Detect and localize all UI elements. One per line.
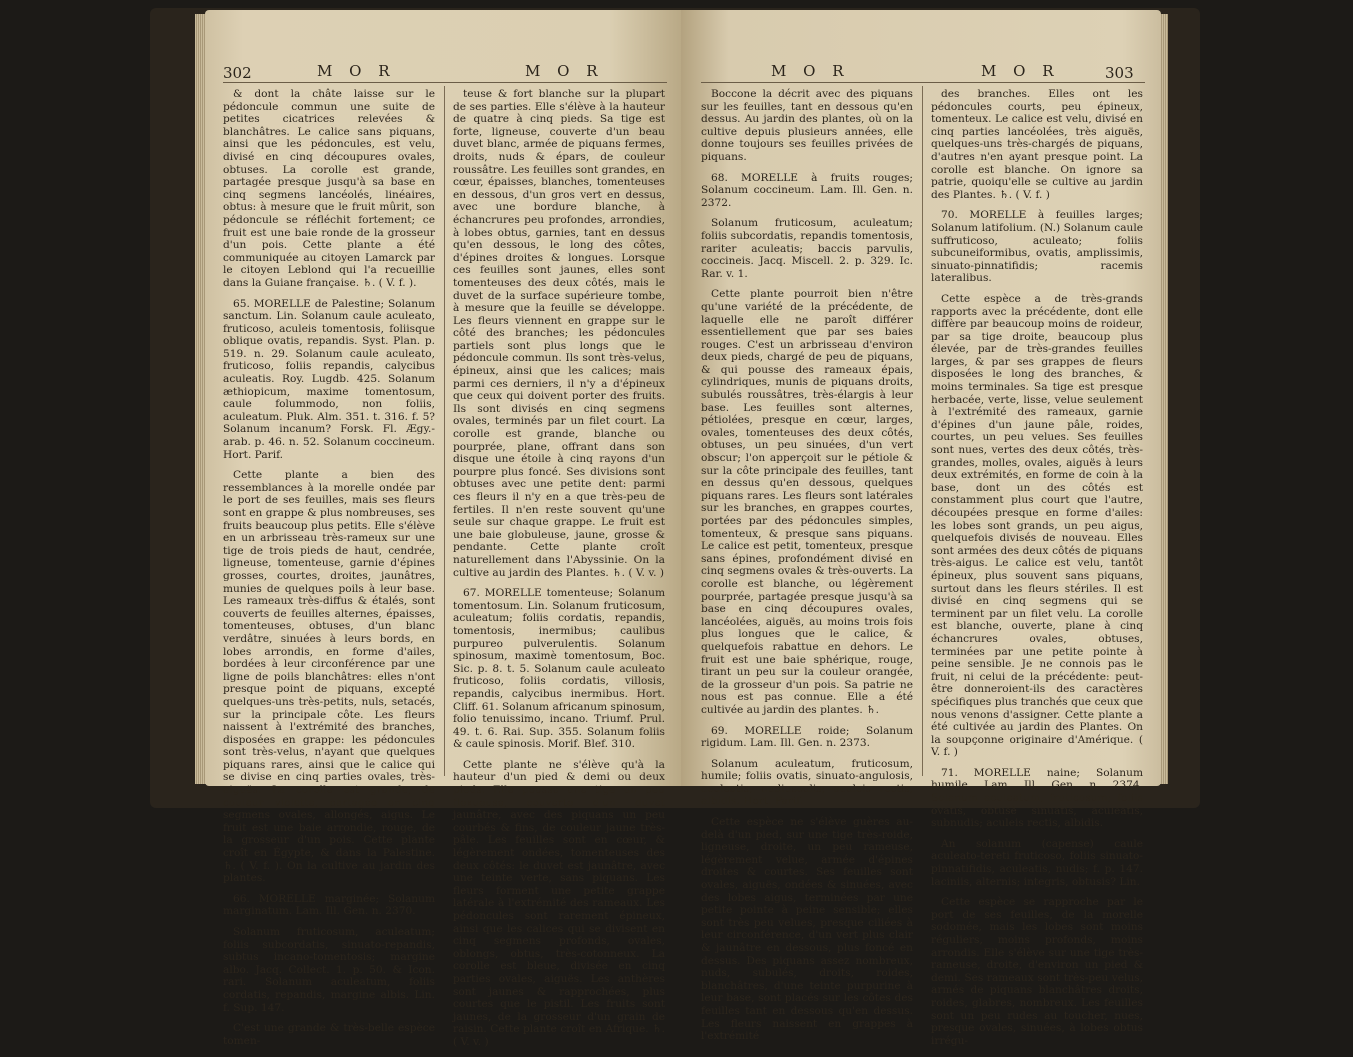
entry-69: 69. MORELLE roide; Solanum rigidum. Lam. Ill. Gen. n. 2373. [701, 724, 913, 750]
paragraph: & dont la châte laisse sur le pédoncule commun une suite de petites cicatrices relevées & blanchâtres. Le calice sans piquans, ainsi que les pédoncules, est velu, divisé en cinq découpures ovales, obtuses. La corolle est grande, partagée presque jusqu'à sa base en cinq segmens lancéolés, linéaires, obtus: à mesure que le fruit mûrit, son pédoncule se réfléchit fortement; ce fruit est une baie ronde de la grosseur d'un pois. Cette plante a été communiquée au citoyen Lamarck par le citoyen Leblond qui l'a recueillie dans la Guiane française. ♄. ( V. f. ). [223, 88, 435, 289]
paragraph: Cette espèce ne s'élève guères au-delà d'un pied, sur une tige très-roide, ligneuse, droite, un peu rameuse, légèrement velue, armée d'épines droites & courtes. Ses feuilles sont ovales, aiguës, ondées & sinuées, avec des lobes aigus, terminées par une petite pointe à peine sensible; elles sont très peu velues, presque ciliées à leur circonférence, d'un vert plus clair & jaunâtre en dessous, plus foncé en dessus. Des piquans assez nombreux, nuds, subulés, droits, roides, blanchâtres, d'une teinte purpurine à leur base, sont placés sur les côtes des feuilles tant en dessous qu'en dessus. Les fleurs naissent en grappes à l'extrémité [701, 816, 913, 1043]
paragraph: teuse & fort blanche sur la plupart de ses parties. Elle s'élève à la hauteur de quatre à cinq pieds. Sa tige est forte, ligneuse, couverte d'un beau duvet blanc, armée de piquans fermes, droits, nuds & épars, de couleur roussâtre. Les feuilles sont grandes, en cœur, épaisses, blanches, tomenteuses en dessous, d'un gros vert en dessus, avec une bordure blanche, à échancrures peu profondes, arrondies, à lobes obtus, garnies, tant en dessus qu'en dessous, le long des côtes, d'épines droites & longues. Lorsque ces feuilles sont jaunes, elles sont tomenteuses des deux côtés, mais le duvet de la surface supérieure tombe, à mesure que la feuille se développe. Les fleurs viennent en grappe sur le côté des branches; les pédoncules partiels sont plus longs que le pédoncule commun. Ils sont très-velus, épineux, ainsi que les calices; mais parmi ces derniers, il n'y a d'épineux que ceux qui doivent porter des fruits. Ils sont divisés en cinq segmens ovales, terminés par un filet court. La corolle est grande, blanche ou pourprée, plane, offrant dans son disque une étoile à cinq rayons d'un pourpre plus foncé. Ses divisions sont obtuses avec une petite dent: parmi ces fleurs il n'y en a que très-peu de fertiles. Il n'en reste souvent qu'une seule sur chaque grappe. Le fruit est une baie globuleuse, jaune, grosse & pendante. Cette plante croît naturellement dans l'Abyssinie. On la cultive au jardin des Plantes. ♄. ( V. v. ) [453, 88, 665, 579]
left-column-1 [223, 88, 435, 1055]
entry-67: 67. MORELLE tomenteuse; Solanum tomentosum. Lin. Solanum fruticosum, aculeatum; foliis cordatis, repandis, tomentosis, inermibus; caulibus purpureo pulverulentis. Solanum spinosum, maximè tomentosum, Boc. Sic. p. 8. t. 5. Solanum caule aculeato fruticoso, foliis cordatis, villosis, repandis, calycibus inermibus. Hort. Cliff. 61. Solanum africanum spinosum, folio tenuissimo, incano. Triumf. Prul. 49. t. 6. Rai. Sup. 355. Solanum foliis & caule spinosis. Morif. Blef. 310. [453, 587, 665, 751]
entry-66: 66. MORELLE marginée; Solanum marginatum. Lam. Ill. Gen. n. 2370. [223, 892, 435, 918]
paragraph: C'est une grande & très-belle espèce tomen- [223, 1022, 435, 1047]
paragraph: Cette espèce a de très-grands rapports avec la précédente, dont elle diffère par beaucoup moins de roideur, par sa tige droite, beaucoup plus élevée, par de très-grandes feuilles larges, & par ses grappes de fleurs disposées le long des branches, & moins terminales. Sa tige est presque herbacée, verte, lisse, velue seulement à l'extrémité des rameaux, garnie d'épines d'un jaune pâle, roides, courtes, un peu velues. Ses feuilles sont nues, vertes des deux côtés, très-grandes, molles, ovales, aiguës à leurs deux extrémités, en forme de coin à la base, dont un des côtés est constamment plus court que l'autre, découpées presque en forme d'ailes: les lobes sont grands, un peu aigus, quelquefois divisés de nouveau. Elles sont armées des deux côtés de piquans très-aigus. Le calice est velu, tantôt épineux, plus souvent sans piquans, surtout dans les fleurs stériles. Il est divisé en cinq segmens qui se terminent par un filet velu. La corolle est blanche, ouverte, plane à cinq échancrures ovales, obtuses, terminées par une petite pointe à peine sensible. Je ne connois pas le fruit, ni celui de la précédente: peut-être donneroient-ils des caractères spécifiques plus tranchés que ceux que nous venons d'assigner. Cette plante a été cultivée au jardin des Plantes. On la soupçonne originaire d'Amérique. ( V. f. ) [931, 292, 1143, 759]
entry-65: 65. MORELLE de Palestine; Solanum sanctum. Lin. Solanum caule aculeato, fruticoso, aculeis tomentosis, foliisque oblique ovatis, repandis. Syst. Plan. p. 519. n. 29. Solanum caule aculeato, fruticoso, foliis repandis, calycibus aculeatis. Roy. Lugdb. 425. Solanum æthiopicum, maxime tomentosum, caule folummodo, non foliis, aculeatum. Pluk. Alm. 351. t. 316. f. 5? Solanum incanum? Forsk. Fl. Ægy.-arab. p. 46. n. 52. Solanum coccineum. Hort. Parif. [223, 297, 435, 461]
header-rule-right [701, 82, 1145, 83]
paragraph: Cette plante pourroit bien n'être qu'une variété de la précédente, de laquelle elle ne paroît différer essentiellement que par ses baies rouges. C'est un arbrisseau d'environ deux pieds, chargé de peu de piquans, & qui pousse des rameaux épais, cylindriques, munis de piquans droits, subulés roussâtres, très-élargis à leur base. Les feuilles sont alternes, pétiolées, presque en cœur, larges, ovales, tomenteuses des deux côtés, obtuses, un peu sinuées, d'un vert obscur; l'on apperçoit sur le pétiole & sur la côte principale des feuilles, tant en dessus qu'en dessous, quelques piquans rares. Les fleurs sont latérales sur les branches, en grappes courtes, portées par des pédoncules simples, tomenteux, & presque sans piquans. Le calice est petit, tomenteux, presque sans épines, profondément divisé en cinq segmens ovales & très-ouverts. La corolle est blanche, ou légèrement pourprée, partagée presque jusqu'à sa base en cinq découpures ovales, lancéolées, aiguës, au moins trois fois plus longues que le calice, & quelquefois rabattue en dehors. Le fruit est une baie sphérique, rouge, tirant un peu sur la couleur orangée, de la grosseur d'un pois. Sa patrie ne nous est pas connue. Elle a été cultivée au jardin des plantes. ♄. [701, 288, 913, 716]
right-column-2 [931, 88, 1143, 1055]
entry-71: 71. MORELLE naine; Solanum humile. Lam. Ill. Gen. n. 2374. Solanum aculeatum, fruticosum; foliis ovatis, obtusè sinuatis, aculeatis, subnudis; aculeis rectis, albidis. [931, 766, 1143, 830]
running-head-right-1: M O R [771, 62, 850, 80]
paragraph: Solanum fruticosum, aculeatum; foliis subcordatis, repandis tomentosis, rariter aculeatis; baccis parvulis, coccineis. Jacq. Miscell. 2. p. 329. Ic. Rar. v. 1. [701, 217, 913, 280]
right-page [681, 10, 1161, 1047]
left-column-2 [453, 88, 665, 1057]
page-number-right: 303 [1105, 64, 1134, 82]
running-head-left-1: M O R [317, 62, 396, 80]
paragraph: Boccone la décrit avec des piquans sur les feuilles, tant en dessous qu'en dessus. Au jardin des plantes, où on la cultive depuis plusieurs années, elle donne toujours ses feuilles privées de piquans. [701, 88, 913, 163]
paragraph: An solanum (capense) caule aculeato-tereti fruticoso, foliis sinuato-pinnatifidis, aculeatis, nudis; f. p. 147. laciniis, alternis; integris, obtusis? Lin. [931, 837, 1143, 888]
header-rule-left [223, 82, 667, 83]
column-divider-right [922, 86, 923, 776]
paragraph: des branches. Elles ont les pédoncules courts, peu épineux, tomenteux. Le calice est velu, divisé en cinq parties lancéolées, très aiguës, quelques-uns très-chargés de piquans, d'autres n'en ayant presque point. La corolle est blanche. On ignore sa patrie, quoiqu'elle se cultive au jardin des Plantes. ♄. ( V. f. ) [931, 88, 1143, 201]
paragraph: Cette plante ne s'élève qu'à la hauteur d'un pied & demi ou deux pieds. Elle pousse une tige un peu flexueuse, couverte d'un duvet jaunâtre, avec des piquans un peu courbés & fins, de couleur jaune très-pâle. Les feuilles sont en cœur, & légèrement ondées, tomenteuses des deux côtés: le duvet est jaunâtre, avec une teinte verte, sans piquans. Les fleurs forment une petite grappe latérale à l'extrémité des rameaux. Les pédoncules sont rarement épineux, ainsi que les calices qui se divisent en cinq segmens profonds, ovales, oblongs, obtus, très-cotonneux. La corolle est bleue, divisée en cinq parties ovales, aiguës. Les anthères sont jaunes & rapprochées, plus courtes que le pistil. Les fruits sont jaunes, de la grosseur d'un grain de raisin. Cette plante croît en Afrique. ♄. ( V. v. ) [453, 758, 665, 1048]
page-number-left: 302 [223, 64, 252, 82]
right-column-1 [701, 88, 913, 1051]
left-page [205, 10, 681, 1048]
paragraph: Cette espèce se rapproche par le port de ses feuilles, de la morelle sodomée, mais les lobes sont moins réguliers, moins profonds, moins arrondis. Elle s'élève sur une tige très-rameuse, droite, d'environ un pied & demi. Ses rameaux sont très-peu velus, armés de piquans blanchâtres droits, roides, glabres, nombreux. Les feuilles sont un peu rudes au toucher, nues, presque ovales, sinuées, à lobes obtus irrégu- [931, 896, 1143, 1047]
entry-70: 70. MORELLE à feuilles larges; Solanum latifolium. (N.) Solanum caule suffruticoso, aculeato; foliis subcuneiformibus, ovatis, amplissimis, sinuato-pinnatifidis; racemis lateralibus. [931, 209, 1143, 285]
running-head-right-2: M O R [981, 62, 1060, 80]
paragraph: Solanum aculeatum, fruticosum, humile; foliis ovatis, sinuato-angulosis, aculeatis, nudiusculis; aculeis rectis, albidis. Hort. Parif. [701, 757, 913, 808]
running-head-left-2: M O R [525, 62, 604, 80]
paragraph: Cette plante a bien des ressemblances à la morelle ondée par le port de ses feuilles, mais ses fleurs sont en grappe & plus nombreuses, ses fruits beaucoup plus petits. Elle s'élève en un arbrisseau très-rameux sur une tige de trois pieds de haut, cendrée, ligneuse, tomenteuse, garnie d'épines grosses, courtes, droites, jaunâtres, munies de quelques poils à leur base. Les rameaux très-diffus & étalés, sont couverts de feuilles alternes, épaisses, tomenteuses, obtuses, d'un blanc verdâtre, sinuées à leurs bords, en lobes arrondis, en forme d'ailes, bordées à leur circonférence par une ligne de poils blanchâtres: elles n'ont presque point de piquans, excepté quelques-uns très-petits, nuls, setacés, sur la principale côte. Les fleurs naissent à l'extrémité des branches, disposées en grappe: les pédoncules sont très-velus, n'ayant que quelques piquans rares, ainsi que le calice qui se divise en cinq parties ovales, très-aiguës. La corolle est grande, de couleur violette, partagée en cinq segmens ovales, allongés, aigus. Le fruit est une baie arrondie, rouge, de la grosseur d'un pois. Cette plante croît en Égypte, & dans la Palestine. ♄. ( V. f. ). On la cultive au jardin des plantes. [223, 469, 435, 885]
column-divider-left [444, 86, 445, 776]
paragraph: Solanum fruticosum, aculeatum; foliis subcordatis, sinuato-repandis, subtus incano-tomentosis; margine albo. Jacq. Collect. 1. p. 50. & Icon. rari. Solanum aculeatum, foliis cordatis, repandis, margine albis. Lin. f. Sup. 147. [223, 926, 435, 1014]
entry-68: 68. MORELLE à fruits rouges; Solanum coccineum. Lam. Ill. Gen. n. 2372. [701, 171, 913, 209]
